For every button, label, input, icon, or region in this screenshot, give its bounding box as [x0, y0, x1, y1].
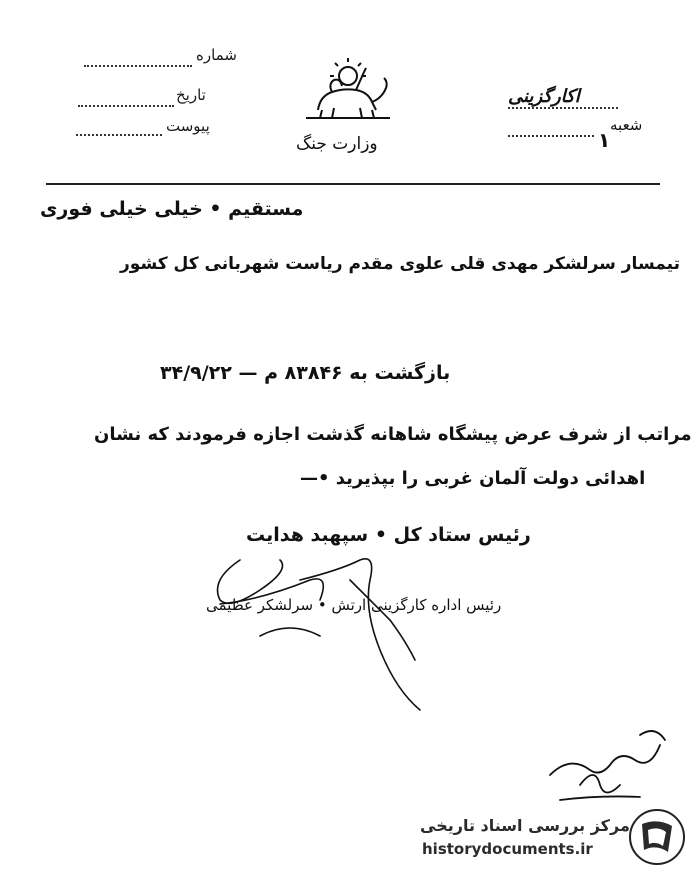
date-dots [78, 104, 174, 107]
branch-label: شعبه [610, 116, 643, 134]
body-line-2: اهدائی دولت آلمان غربی را بپذیرید •— [300, 468, 646, 489]
number-dots [84, 64, 192, 67]
signatory-2: رئیس اداره کارگزینی ارتش • سرلشکر عظیمی [206, 596, 502, 614]
attachment-label: پیوست [166, 117, 210, 135]
header-divider [46, 183, 660, 185]
attachment-dots [76, 133, 162, 136]
archive-logo-icon [628, 808, 686, 866]
watermark-name: مرکز بررسی اسناد تاریخی [420, 816, 630, 835]
branch-dots [508, 134, 594, 137]
lion-and-sun-emblem-icon [298, 58, 394, 120]
classification-line: مستقیم • خیلی خیلی فوری [40, 198, 304, 220]
second-signature-icon [540, 715, 670, 810]
ministry-name: وزارت جنگ [296, 134, 378, 154]
handwritten-signature-icon [200, 540, 440, 720]
branch-number: ۱ [598, 128, 611, 152]
number-label: شماره [196, 46, 237, 64]
recipient-line: تیمسار سرلشکر مهدی قلی علوی مقدم ریاست شهربانی کل کشور [120, 254, 680, 274]
body-line-1: مراتب از شرف عرض پیشگاه شاهانه گذشت اجازه فرمودند که نشان [94, 424, 692, 445]
date-label: تاریخ [176, 86, 206, 104]
office-dots [508, 106, 618, 109]
watermark-url: historydocuments.ir [422, 840, 593, 858]
office-stamp: اکارگزینی [508, 86, 580, 107]
signatory-1: رئیس ستاد کل • سپهبد هدایت [246, 524, 531, 546]
reference-line: بازگشت به ۸۳۸۴۶ م — ۳۴/۹/۲۲ [160, 362, 451, 384]
